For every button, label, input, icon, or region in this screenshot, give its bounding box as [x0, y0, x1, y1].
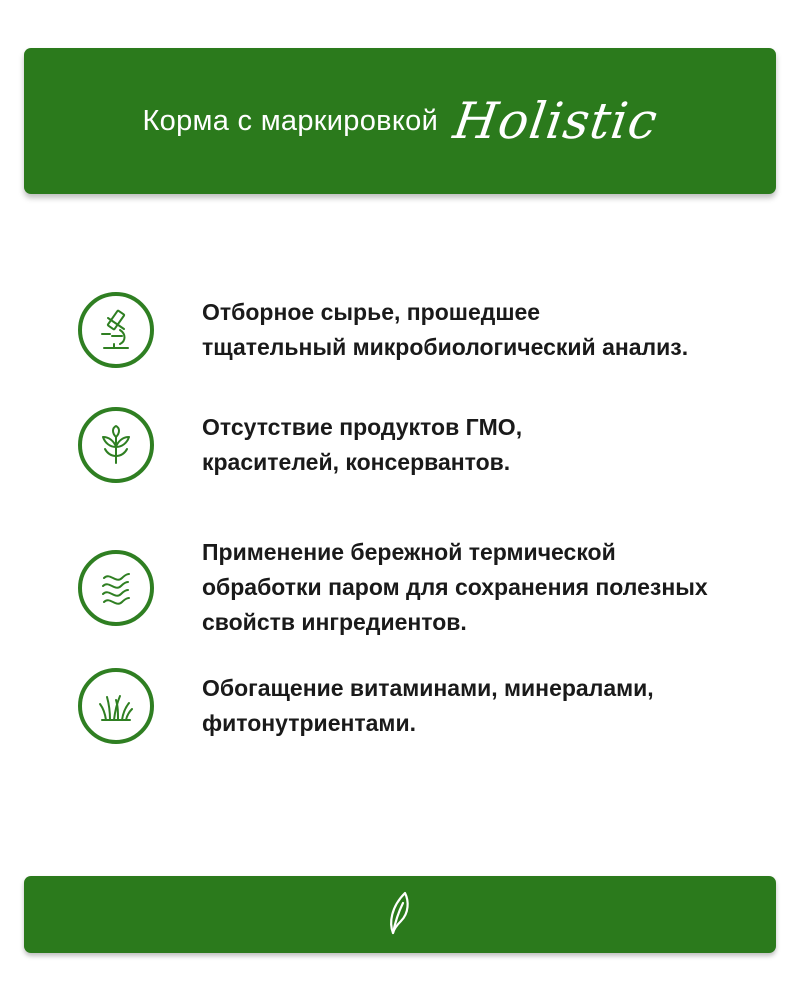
- feature-item-no-gmo: [78, 407, 782, 483]
- feature-item-raw-materials: [78, 292, 782, 368]
- leaf-logo-icon: [383, 887, 417, 942]
- microscope-icon: [78, 292, 154, 368]
- feature-line: красителей, консервантов.: [202, 449, 511, 475]
- feature-text: [202, 295, 782, 365]
- feature-text: [202, 535, 782, 640]
- header-title: Корма с маркировкой: [142, 104, 439, 137]
- feature-text: [202, 671, 782, 741]
- sprout-icon: [78, 407, 154, 483]
- feature-item-steam: [78, 535, 782, 640]
- steam-icon: [78, 550, 154, 626]
- feature-line: Отсутствие продуктов ГМО,: [202, 414, 523, 440]
- feature-line: Применение бережной термической: [202, 539, 616, 565]
- feature-line: обработки паром для сохранения полезных: [202, 574, 708, 600]
- feature-text: [202, 410, 782, 480]
- feature-line: свойств ингредиентов.: [202, 609, 467, 635]
- feature-line: Обогащение витаминами, минералами,: [202, 675, 654, 701]
- feature-line: Отборное сырье, прошедшее: [202, 299, 541, 325]
- footer-banner: [24, 876, 776, 953]
- feature-line: фитонутриентами.: [202, 710, 416, 736]
- feature-item-vitamins: [78, 668, 782, 744]
- header-banner: [24, 48, 776, 194]
- header-script-title: Holistic: [450, 92, 662, 150]
- feature-line: тщательный микробиологический анализ.: [202, 334, 689, 360]
- grass-icon: [78, 668, 154, 744]
